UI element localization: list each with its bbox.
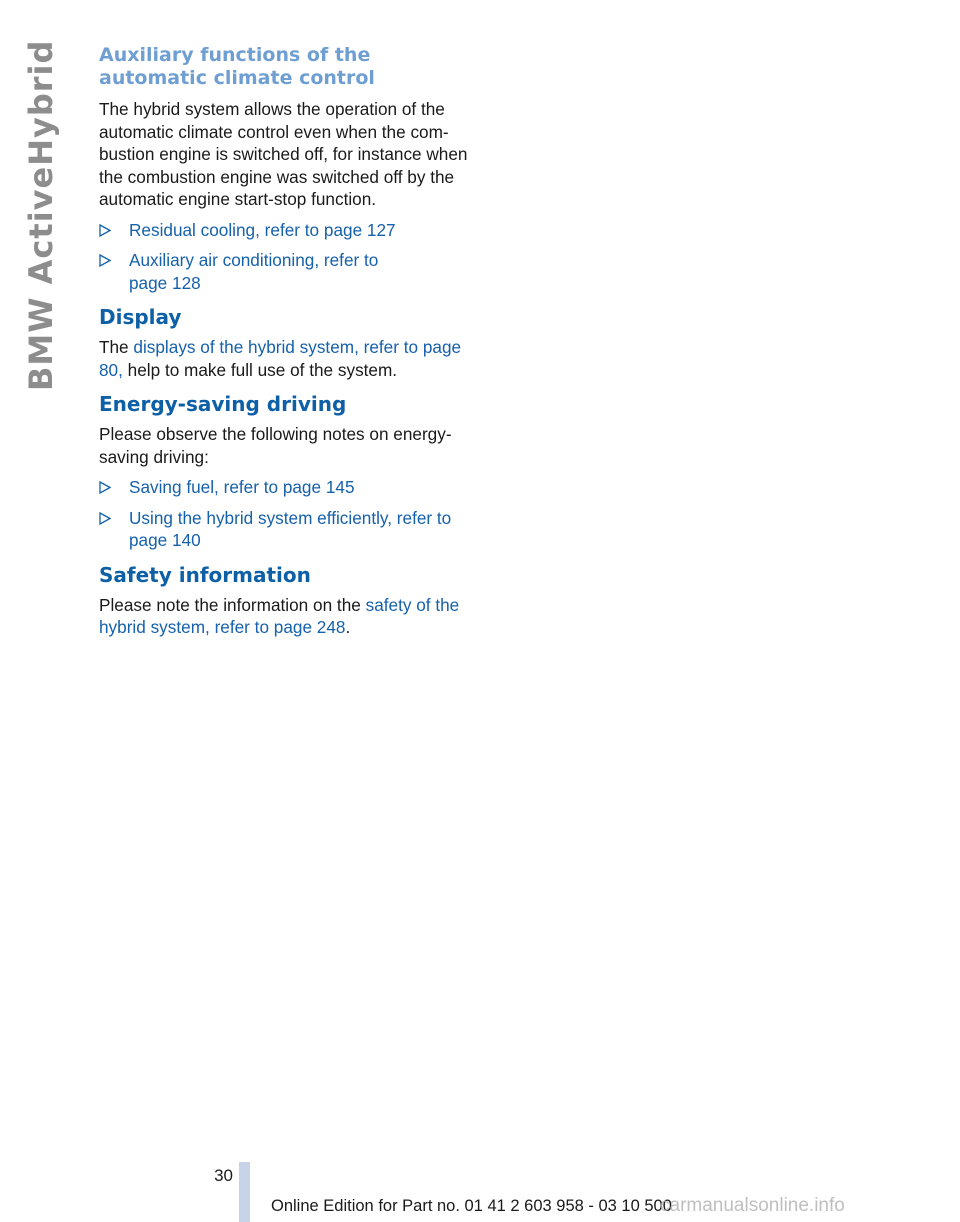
triangle-right-outline-icon	[99, 224, 111, 237]
aux-functions-body: The hybrid system allows the operation of the automatic climate control even when the combustion engine is switched off, for instance when the combustion engine was switched off by the automatic engine start-stop function.	[99, 99, 468, 209]
triangle-right-outline-icon	[99, 481, 111, 494]
display-body	[99, 336, 479, 381]
footer-accent-bar	[239, 1162, 250, 1222]
energy-saving-body: Please observe the following notes on energy-saving driving:	[99, 424, 452, 467]
list-item	[99, 249, 479, 294]
triangle-right-outline-icon	[99, 512, 111, 525]
sidebar-title: BMW ActiveHybrid	[22, 40, 60, 392]
page-number: 30	[214, 1166, 233, 1185]
display-link[interactable]: displays of the hybrid system, refer to page 80,	[99, 337, 462, 380]
safety-text-after: .	[345, 617, 351, 637]
safety-heading: Safety information	[99, 562, 311, 587]
list-item	[99, 507, 479, 552]
aux-functions-heading: Auxiliary functions of the automatic climate control	[99, 44, 375, 89]
display-heading: Display	[99, 305, 182, 329]
triangle-right-outline-icon	[99, 254, 111, 267]
auxiliary-air-conditioning-link[interactable]: Auxiliary air conditioning, refer to page 128	[129, 250, 379, 293]
residual-cooling-link[interactable]: Residual cooling, refer to page 127	[129, 219, 396, 240]
display-text-before: The	[99, 337, 134, 357]
energy-saving-list	[99, 476, 479, 552]
safety-text-before: Please note the information on the	[99, 594, 366, 615]
display-text-after: help to make full use of the system.	[122, 359, 398, 380]
aux-functions-list	[99, 219, 479, 295]
list-item	[99, 476, 479, 499]
page-content	[99, 44, 479, 647]
safety-link[interactable]: safety of the hybrid system, refer to page 248	[99, 594, 460, 637]
list-item	[99, 219, 479, 242]
saving-fuel-link[interactable]: Saving fuel, refer to page 145	[129, 477, 355, 497]
hybrid-efficiency-link[interactable]: Using the hybrid system efficiently, refer to page 140	[129, 507, 452, 550]
watermark: carmanualsonline.info	[660, 1195, 845, 1216]
edition-info: Online Edition for Part no. 01 41 2 603 958 - 03 10 500	[271, 1197, 672, 1215]
energy-saving-heading: Energy-saving driving	[99, 392, 347, 416]
safety-body	[99, 594, 479, 639]
